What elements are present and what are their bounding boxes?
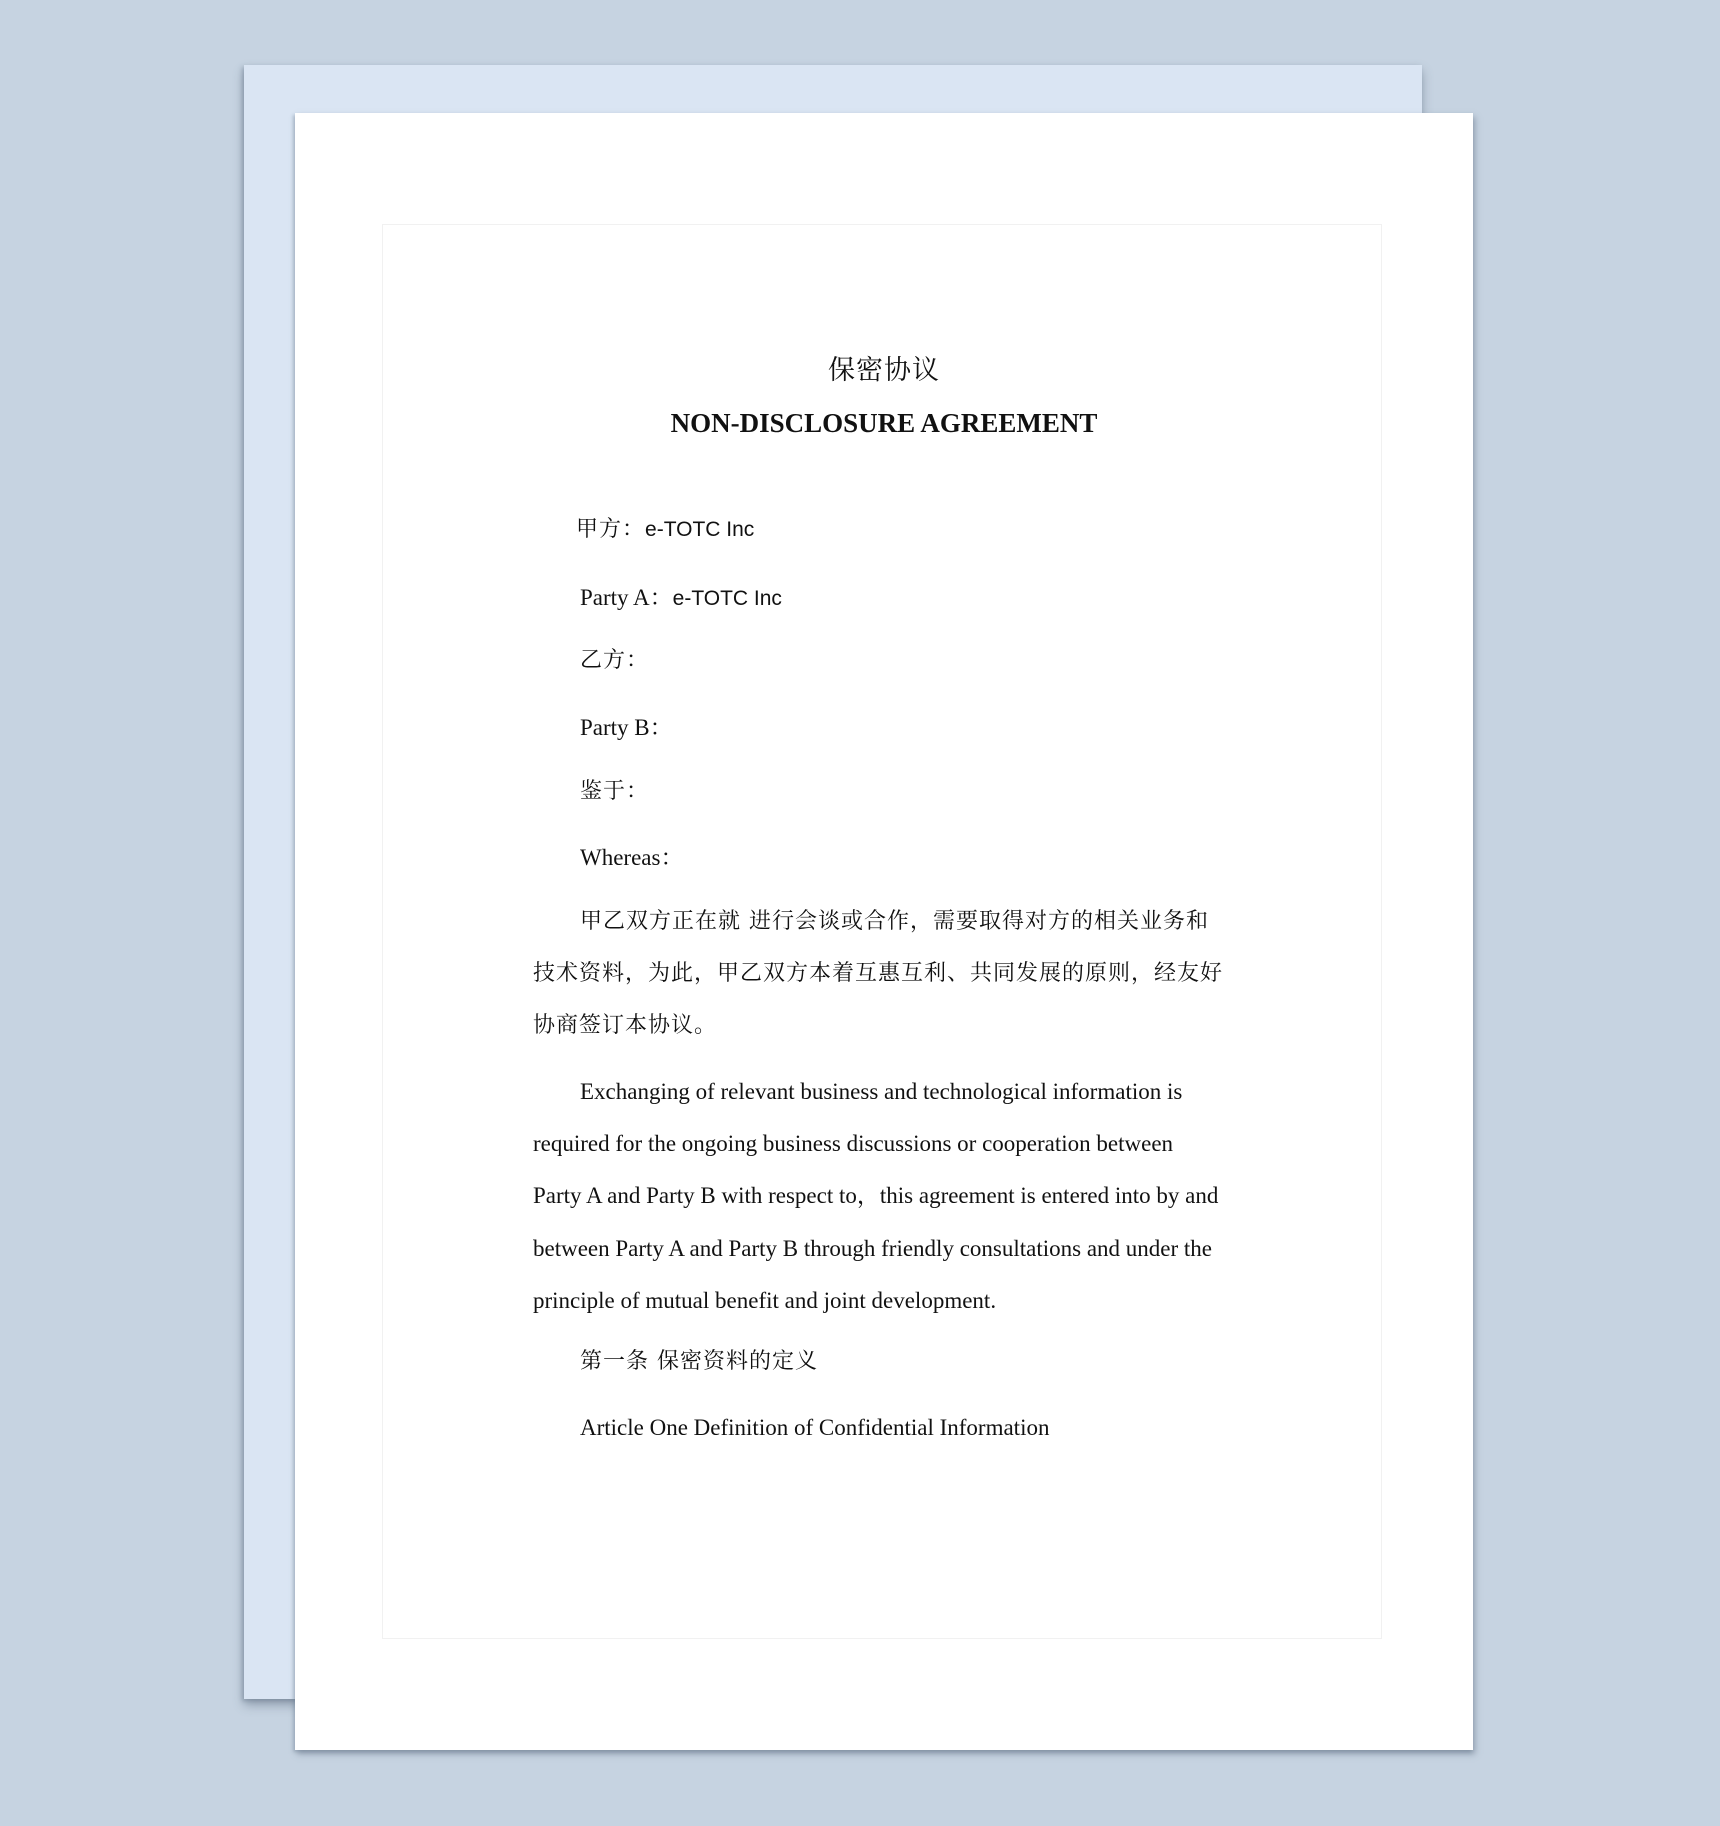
- recital-cn-line: 协商签订本协议。: [533, 1013, 718, 1038]
- party-a-en-value: e-TOTC Inc: [672, 587, 782, 610]
- article-one-heading-en: Article One Definition of Confidential Information: [580, 1415, 1050, 1440]
- party-b-en-label: Party B：: [580, 715, 673, 740]
- party-a-en-label: Party A：: [580, 585, 673, 610]
- recital-cn-line: 技术资料，为此，甲乙双方本着互惠互利、共同发展的原则，经友好: [533, 961, 1224, 986]
- recital-cn-line: 甲乙双方正在就 进行会谈或合作，需要取得对方的相关业务和: [580, 909, 1209, 934]
- document-title-english: NON-DISCLOSURE AGREEMENT: [670, 408, 1098, 438]
- party-a-en-line: [580, 586, 782, 609]
- recital-en-line: Exchanging of relevant business and technological information is: [580, 1079, 1183, 1104]
- party-a-cn-label: 甲方：: [576, 517, 646, 542]
- recital-en-line: required for the ongoing business discussions or cooperation between: [533, 1131, 1174, 1156]
- recital-en-line: principle of mutual benefit and joint development.: [533, 1288, 997, 1313]
- party-b-cn-label: 乙方：: [580, 648, 650, 673]
- party-a-cn-value: e-TOTC Inc: [645, 518, 755, 541]
- whereas-cn-label: 鉴于：: [580, 779, 650, 804]
- party-a-cn-line: [576, 519, 754, 541]
- front-page-sheet: [295, 113, 1473, 1750]
- article-one-heading-cn: 第一条 保密资料的定义: [580, 1349, 818, 1374]
- recital-en-line: Party A and Party B with respect to，this agreement is entered into by and: [533, 1183, 1219, 1208]
- recital-en-line: between Party A and Party B through friendly consultations and under the: [533, 1236, 1213, 1261]
- document-title-chinese: 保密协议: [828, 355, 940, 386]
- whereas-en-label: Whereas：: [580, 845, 684, 870]
